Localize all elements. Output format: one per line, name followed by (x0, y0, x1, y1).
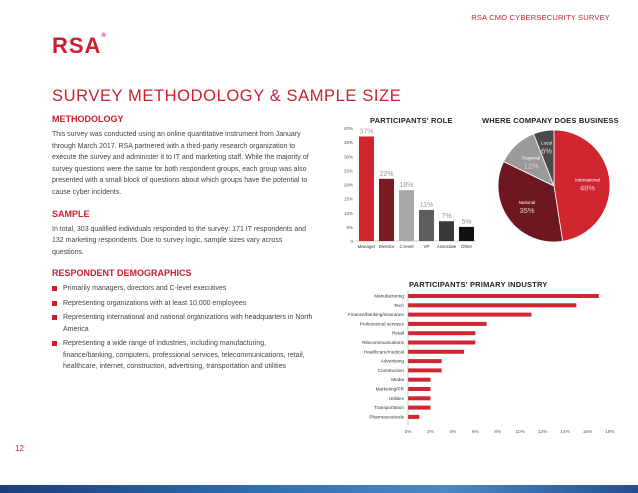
industry-x-tick: 4% (449, 429, 457, 435)
role-y-tick: 35% (343, 140, 353, 146)
role-bar (419, 210, 434, 241)
role-value-label: 37% (359, 128, 374, 136)
survey-header-label: RSA CMO CYBERSECURITY SURVEY (471, 13, 610, 22)
industry-category-label: Tech (394, 302, 404, 308)
role-y-tick: 0 (350, 239, 353, 244)
role-category-label: VP (423, 244, 430, 249)
demographics-heading: RESPONDENT DEMOGRAPHICS (52, 268, 192, 279)
pie-value-label: 48% (579, 183, 596, 193)
demographics-item-text: Representing a wide range of industries, including manufacturing, finance/banking, computers, professional services, telecommunications, retail, healthcare, internet, construction, advertising, transportation and utilities (63, 340, 305, 371)
left-column (52, 114, 314, 376)
demographics-item (52, 283, 314, 295)
business-pie-chart (496, 128, 612, 244)
demographics-item (52, 312, 314, 335)
pie-value-label: 6% (541, 146, 552, 156)
pie-value-label: 12% (523, 161, 539, 171)
role-value-label: 18% (399, 182, 414, 190)
role-y-tick: 40% (343, 126, 353, 131)
logo-text: RSA (52, 33, 102, 58)
industry-bar (408, 415, 419, 419)
pie-value-label: 35% (519, 206, 535, 216)
industry-category-label: Healthcare/medical (363, 349, 404, 355)
bullet-square-icon (52, 301, 57, 306)
industry-bar (408, 406, 430, 410)
industry-bar (408, 322, 487, 326)
industry-x-tick: 8% (494, 429, 502, 435)
industry-category-label: Utilities (388, 395, 404, 401)
industry-category-label: Professional services (359, 321, 404, 327)
demographics-item-text: Representing international and national organizations with headquarters in North America (63, 314, 313, 333)
bullet-square-icon (52, 315, 57, 320)
industry-bar (408, 387, 430, 391)
industry-x-tick: 14% (560, 429, 570, 435)
industry-bar (408, 303, 576, 307)
industry-bar (408, 350, 464, 354)
page-title: SURVEY METHODOLOGY & SAMPLE SIZE (52, 87, 402, 105)
industry-category-label: Finance/banking/insurance (347, 312, 404, 318)
pie-category-label: Local (541, 140, 552, 146)
role-bar (399, 190, 414, 241)
industry-chart (338, 290, 620, 438)
role-value-label: 11% (419, 201, 434, 209)
role-category-label: Other (460, 244, 473, 249)
industry-bar (408, 359, 442, 363)
role-category-label: C-level (399, 244, 414, 249)
industry-x-tick: 6% (471, 429, 479, 435)
industry-bar (408, 331, 475, 335)
demographics-item-text: Primarily managers, directors and C-level executives (63, 285, 227, 293)
demographics-item (52, 298, 314, 310)
demographics-item-text: Representing organizations with at least 10,000 employees (63, 299, 247, 307)
sample-heading: SAMPLE (52, 208, 90, 219)
industry-bar (408, 294, 599, 298)
pie-chart-title: WHERE COMPANY DOES BUSINESS (482, 116, 619, 125)
role-category-label: Associate (436, 244, 457, 249)
industry-bar (408, 313, 531, 317)
methodology-heading: METHODOLOGY (52, 114, 124, 124)
demographics-item (52, 338, 314, 373)
industry-x-tick: 10% (515, 429, 525, 435)
demographics-list (52, 283, 314, 373)
sample-text: In total, 303 qualified individuals responded to the survey: 171 IT respondents and 132 marketing respondents. Due to survey logic, sample sizes vary across questions. (52, 225, 306, 256)
pie-category-label: National (518, 200, 536, 206)
methodology-text: This survey was conducted using an online quantitative instrument from January through March 2017. RSA partnered with a third-party research organization to execute the survey and administer it to IT and marketing staff. While the majority of survey questions were the same for both respondent groups, each group was also presented with a small block of questions about which groups have the potential to cause cyber incidents. (52, 131, 309, 196)
bullet-square-icon (52, 341, 57, 346)
industry-x-tick: 12% (537, 429, 548, 435)
industry-bar (408, 378, 430, 382)
page-number: 12 (15, 444, 24, 453)
industry-category-label: Construction (377, 367, 404, 373)
role-chart-title: PARTICIPANTS' ROLE (370, 116, 453, 125)
role-value-label: 5% (461, 218, 472, 226)
industry-bar (408, 368, 442, 372)
industry-bar (408, 341, 475, 345)
industry-category-label: Marketing/PR (375, 386, 404, 392)
industry-category-label: Manufacturing (374, 293, 404, 299)
bullet-square-icon (52, 286, 57, 291)
role-y-tick: 20% (343, 182, 353, 188)
role-bar (459, 227, 474, 241)
industry-x-tick: 2% (427, 429, 434, 435)
industry-category-label: Transportation (373, 405, 404, 411)
industry-chart-title: PARTICIPANTS' PRIMARY INDUSTRY (409, 280, 548, 289)
role-category-label: Director (378, 244, 395, 249)
logo-registered-mark: ® (101, 33, 106, 39)
pie-category-label: International (575, 177, 600, 183)
industry-category-label: Advertising (380, 358, 404, 364)
role-y-tick: 15% (343, 196, 353, 202)
role-y-tick: 5% (346, 224, 353, 230)
industry-x-tick: 16% (582, 429, 593, 435)
industry-bar (408, 396, 430, 400)
industry-category-label: Retail (392, 330, 404, 336)
industry-x-tick: 0% (404, 429, 412, 435)
rsa-logo (52, 33, 106, 59)
role-bar (439, 221, 454, 241)
role-y-tick: 10% (343, 210, 353, 216)
footer-band (0, 485, 638, 493)
industry-x-tick: 18% (605, 429, 615, 435)
role-y-tick: 30% (343, 154, 353, 160)
industry-category-label: Telecommunications (361, 340, 404, 345)
role-y-tick: 25% (343, 168, 353, 174)
role-value-label: 22% (379, 170, 394, 178)
role-chart (338, 122, 480, 252)
industry-category-label: Media (391, 377, 404, 383)
role-bar (379, 179, 394, 241)
role-bar (359, 136, 374, 241)
pie-category-label: Regional (522, 155, 541, 161)
role-category-label: Manager (357, 244, 376, 249)
industry-category-label: Pharmaceuticals (369, 414, 404, 420)
role-value-label: 7% (441, 213, 452, 221)
